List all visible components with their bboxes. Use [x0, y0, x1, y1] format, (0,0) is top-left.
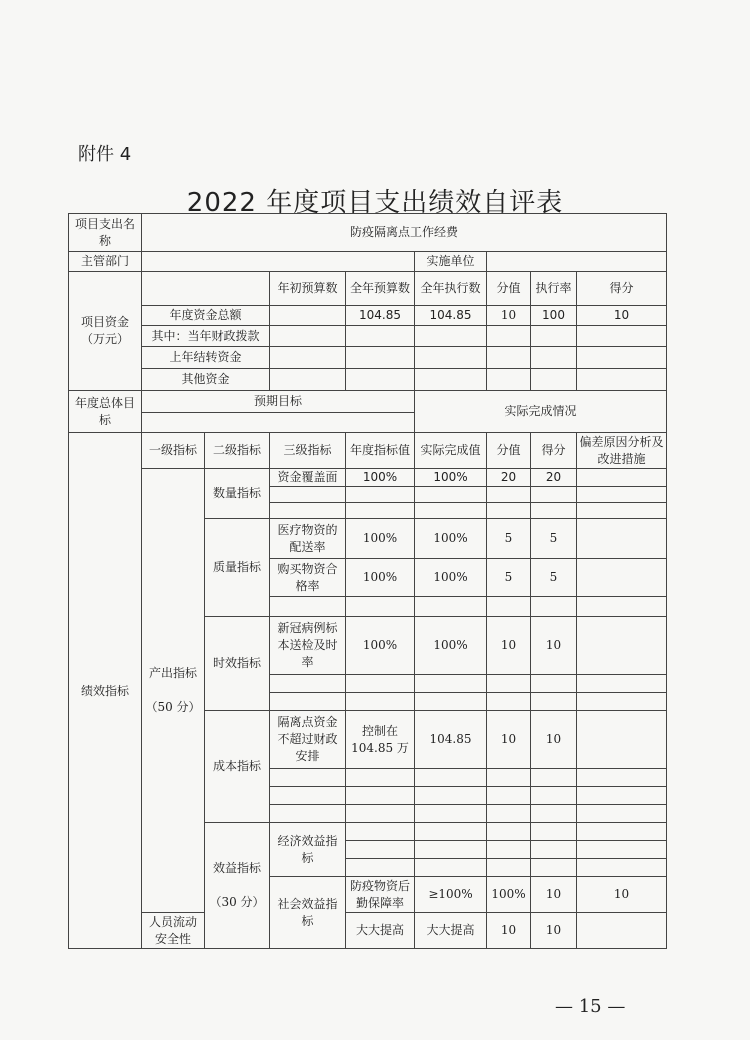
funds-label: 项目资金（万元） — [69, 272, 142, 391]
annual-target-label: 年度总体目标 — [69, 391, 142, 433]
row-value: 5 — [487, 559, 531, 597]
ind-header-level1: 一级指标 — [142, 433, 205, 469]
funds-cell — [531, 369, 577, 391]
benefit-indicator — [205, 823, 270, 949]
row-score: 5 — [531, 559, 577, 597]
row-actual: 100% — [415, 469, 487, 487]
output-score: （50 分） — [145, 700, 201, 714]
group-economic: 经济效益指标 — [270, 823, 346, 877]
output-label: 产出指标 — [148, 666, 197, 680]
funds-header-rate: 执行率 — [531, 272, 577, 306]
row-value: 5 — [487, 519, 531, 559]
funds-row-label: 年度资金总额 — [142, 306, 270, 326]
row-actual: 100% — [415, 519, 487, 559]
funds-cell — [270, 326, 346, 347]
actual-completion-label: 实际完成情况 — [415, 391, 667, 433]
row-deviation — [577, 559, 667, 597]
funds-header-initial: 年初预算数 — [270, 272, 346, 306]
ind-header-actual: 实际完成值 — [415, 433, 487, 469]
funds-header-full: 全年预算数 — [346, 272, 415, 306]
funds-cell — [577, 326, 667, 347]
ind-header-level2: 二级指标 — [205, 433, 270, 469]
impl-unit-label: 实施单位 — [415, 252, 487, 272]
expected-target-value — [142, 413, 415, 433]
row-value: 10 — [531, 877, 577, 913]
row-score: 10 — [531, 711, 577, 769]
row-name: 资金覆盖面 — [270, 469, 346, 487]
row-actual: 100% — [415, 617, 487, 675]
row-target: 100% — [346, 469, 415, 487]
ind-header-value: 分值 — [487, 433, 531, 469]
funds-cell: 100 — [531, 306, 577, 326]
funds-cell — [346, 347, 415, 369]
funds-cell — [346, 369, 415, 391]
page-number: — 15 — — [555, 996, 626, 1017]
row-actual: 大大提高 — [415, 913, 487, 949]
ind-header-target: 年度指标值 — [346, 433, 415, 469]
group-timeliness: 时效指标 — [205, 617, 270, 711]
funds-cell: 104.85 — [415, 306, 487, 326]
funds-cell — [415, 369, 487, 391]
dept-label: 主管部门 — [69, 252, 142, 272]
funds-cell — [487, 326, 531, 347]
group-quantity: 数量指标 — [205, 469, 270, 519]
row-value: 10 — [487, 617, 531, 675]
row-target: 100% — [346, 519, 415, 559]
funds-cell — [531, 347, 577, 369]
attachment-label: 附件 4 — [78, 144, 132, 165]
funds-cell — [270, 369, 346, 391]
output-indicator — [142, 469, 205, 913]
page-title: 2022 年度项目支出绩效自评表 — [186, 188, 564, 218]
row-deviation — [577, 469, 667, 487]
funds-header-value: 分值 — [487, 272, 531, 306]
group-social: 社会效益指标 — [270, 877, 346, 949]
row-score: 10 — [531, 617, 577, 675]
funds-header-score: 得分 — [577, 272, 667, 306]
row-value: 10 — [487, 711, 531, 769]
ind-header-deviation: 偏差原因分析及改进措施 — [577, 433, 667, 469]
funds-cell — [487, 369, 531, 391]
project-name-label: 项目支出名称 — [69, 214, 142, 252]
row-deviation — [577, 913, 667, 949]
funds-cell — [531, 326, 577, 347]
expected-target-label: 预期目标 — [142, 391, 415, 413]
row-value: 10 — [487, 913, 531, 949]
funds-cell — [577, 347, 667, 369]
row-target: 大大提高 — [346, 913, 415, 949]
row-name: 防疫物资后勤保障率 — [346, 877, 415, 913]
row-deviation — [577, 711, 667, 769]
ind-header-score: 得分 — [531, 433, 577, 469]
funds-cell — [270, 347, 346, 369]
funds-header-exec: 全年执行数 — [415, 272, 487, 306]
funds-cell: 10 — [487, 306, 531, 326]
funds-cell — [415, 347, 487, 369]
row-value: 20 — [487, 469, 531, 487]
row-deviation — [577, 617, 667, 675]
row-actual: 100% — [415, 559, 487, 597]
funds-row-label: 上年结转资金 — [142, 347, 270, 369]
group-cost: 成本指标 — [205, 711, 270, 823]
indicators-label: 绩效指标 — [69, 433, 142, 949]
benefit-label: 效益指标 — [212, 861, 261, 875]
performance-table — [68, 213, 667, 949]
row-target: 100% — [346, 617, 415, 675]
row-name: 医疗物资的配送率 — [270, 519, 346, 559]
row-score: 20 — [531, 469, 577, 487]
funds-cell — [487, 347, 531, 369]
funds-cell: 10 — [577, 306, 667, 326]
funds-row-label: 其他资金 — [142, 369, 270, 391]
row-target: 控制在104.85 万 — [346, 711, 415, 769]
row-score: 5 — [531, 519, 577, 559]
row-name: 新冠病例标本送检及时率 — [270, 617, 346, 675]
impl-unit-value — [487, 252, 667, 272]
row-actual: 104.85 — [415, 711, 487, 769]
dept-value — [142, 252, 415, 272]
funds-row-label: 其中：当年财政拨款 — [142, 326, 270, 347]
row-target: ≥100% — [415, 877, 487, 913]
row-name: 人员流动安全性 — [142, 913, 205, 949]
funds-cell — [577, 369, 667, 391]
funds-cell — [415, 326, 487, 347]
row-deviation — [577, 519, 667, 559]
funds-cell — [270, 306, 346, 326]
funds-corner — [142, 272, 270, 306]
row-actual: 100% — [487, 877, 531, 913]
funds-cell: 104.85 — [346, 306, 415, 326]
project-name: 防疫隔离点工作经费 — [142, 214, 667, 252]
benefit-score: （30 分） — [209, 895, 265, 909]
row-name: 购买物资合格率 — [270, 559, 346, 597]
row-score: 10 — [531, 913, 577, 949]
funds-cell — [346, 326, 415, 347]
ind-header-level3: 三级指标 — [270, 433, 346, 469]
row-score: 10 — [577, 877, 667, 913]
row-target: 100% — [346, 559, 415, 597]
row-name: 隔离点资金不超过财政安排 — [270, 711, 346, 769]
group-quality: 质量指标 — [205, 519, 270, 617]
